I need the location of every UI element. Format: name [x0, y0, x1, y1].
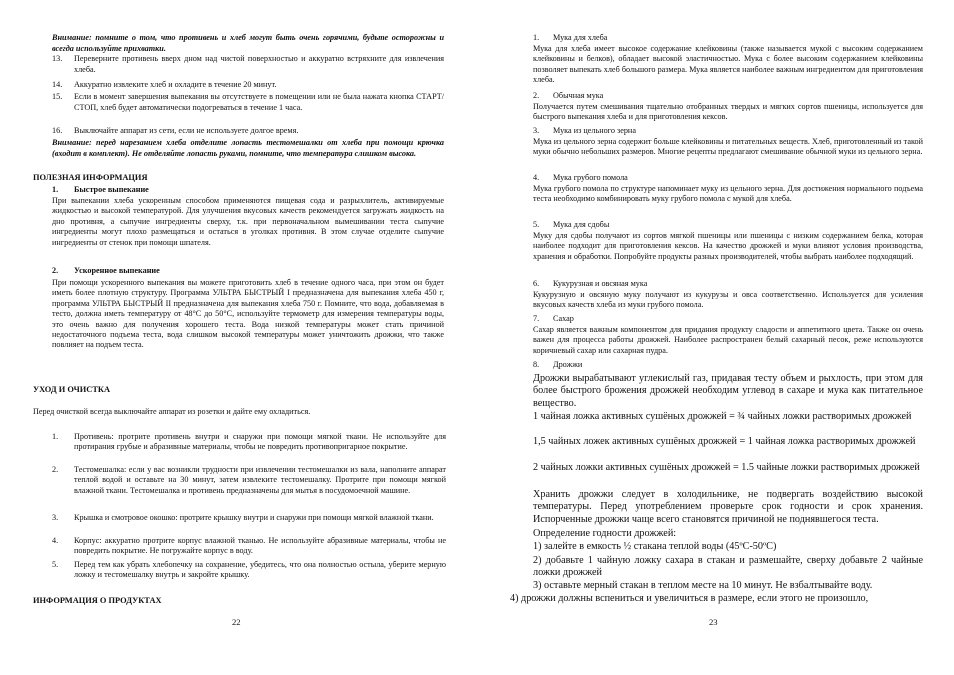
item-number: 3.	[533, 126, 540, 135]
item-title: Обычная мука	[553, 91, 604, 100]
step-number: 14.	[52, 80, 63, 89]
item-wholegrain-text: Мука из цельного зерна содержит больше клейковины и питательных веществ. Хлеб, приготовленный из такой муки обычно небольших размеров. Многие рецепты предлагают смешивание обычной муки из цельного зерна.	[533, 137, 923, 157]
item-title: Мука из цельного зерна	[553, 126, 636, 135]
yeast-equivalence-1: 1 чайная ложка активных сушёных дрожжей = ¾ чайных ложки растворимых дрожжей	[533, 411, 912, 422]
item-corn-oat-text: Кукурузную и овсяную муку получают из кукурузы и овса соответственно. Используется для усиления вкусовых качеств хлеба из муки грубого помола.	[533, 290, 923, 310]
item-bread-flour-text: Мука для хлеба имеет высокое содержание клейковины (также называется мукой с высоким содержанием клейковины и белков), обладает высокой эластичностью. Мука с более высоким содержанием клейковины позволяет выпекать хлеб большого размера. Мука является наиболее важным ингредиентом для приготовления хлеба.	[533, 44, 923, 85]
item-coarse-text: Мука грубого помола по структуре напоминает муку из цельного зерна. Для достижения нормального подъема теста необходимо комбинировать муку грубого помола с мукой для хлеба.	[533, 184, 923, 204]
step-text: Если в момент завершения выпекания вы отсутствуете в помещении или не была нажата кнопка СТАРТ/СТОП, хлеб будет автоматически подогреваться в течение 1 часа.	[74, 92, 444, 112]
step-text: Аккуратно извлеките хлеб и охладите в течение 20 минут.	[74, 80, 277, 89]
page-number: 23	[709, 617, 718, 627]
item-number: 4.	[533, 173, 540, 182]
item-text: Корпус: аккуратно протрите корпус влажной тканью. Не используйте абразивные материалы, чтобы не повредить покрытие. Не погружайте корпус в воду.	[74, 536, 446, 556]
item-title: Сахар	[553, 314, 574, 323]
item-number: 1.	[533, 33, 540, 42]
care-intro: Перед очисткой всегда выключайте аппарат из розетки и дайте ему охладиться.	[33, 407, 311, 416]
hot-warning: Внимание: помните о том, что противень и хлеб могут быть очень горячими, будьте осторожны и всегда используйте прихватки.	[52, 33, 444, 53]
item-number: 7.	[533, 314, 540, 323]
item-number: 2.	[52, 266, 59, 275]
item-number: 1.	[52, 432, 59, 441]
item-title: Мука грубого помола	[553, 173, 628, 182]
item-number: 5.	[52, 560, 59, 569]
item-number: 4.	[52, 536, 59, 545]
item-text: Тестомешалка: если у вас возникли трудности при извлечении тестомешалки из вала, наполните аппарат теплой водой и оставьте на 30 минут, затем извлеките тестомешалку. Протрите при помощи мягкой влажной ткани. Тестомешалка и противень предназначены для мытья в посудомоечной машине.	[74, 465, 446, 495]
step-number: 15.	[52, 92, 63, 101]
care-heading: УХОД И ОЧИСТКА	[33, 385, 111, 394]
step-number: 16.	[52, 126, 63, 135]
step-text: Выключайте аппарат из сети, если не используете долгое время.	[74, 126, 299, 135]
item-number: 6.	[533, 279, 540, 288]
item-pastry-text: Муку для сдобы получают из сортов мягкой пшеницы или пшеницы с низким содержанием белка, которая наиболее подходит для приготовления кексов. На качество дрожжей и муки влияют условия производства, хранения и обработки. Попробуйте продукты разных производителей, чтобы выбрать наиболее подходящий.	[533, 231, 923, 261]
item-number: 1.	[52, 185, 59, 194]
yeast-test-title: Определение годности дрожжей:	[533, 528, 677, 539]
item-title: Мука для сдобы	[553, 220, 610, 229]
item-number: 5.	[533, 220, 540, 229]
item-sugar-text: Сахар является важным компонентом для придания продукту сладости и аппетитного цвета. Также он очень важен для процесса работы дрожжей. Наиболее распространен белый сахарный песок, реже используются коричневый сахар или сахарная пудра.	[533, 325, 923, 355]
item-title: Мука для хлеба	[553, 33, 608, 42]
yeast-test-step-3: 3) оставьте мерный стакан в теплом месте на 10 минут. Не взбалтывайте воду.	[533, 580, 873, 591]
yeast-storage: Хранить дрожжи следует в холодильнике, не подвергать воздействию высокой температуры. Перед употреблением проверьте срок годности и срок хранения. Испорченные дрожжи чаще всего становятся причиной не поднявшегося теста.	[533, 489, 923, 525]
item-title: Дрожжи	[553, 360, 583, 369]
item-plain-flour-text: Получается путем смешивания тщательно отобранных твердых и мягких сортов пшеницы, используется для быстрого выпекания хлеба и для приготовления кексов.	[533, 102, 923, 122]
item-number: 2.	[533, 91, 540, 100]
yeast-test-step-2: 2) добавьте 1 чайную ложку сахара в стакан и размешайте, сверху добавьте 2 чайные ложки дрожжей	[533, 555, 923, 579]
page-number: 22	[232, 617, 241, 627]
item-title: Ускоренное выпекание	[74, 266, 160, 275]
item-text: Перед тем как убрать хлебопечку на сохранение, убедитесь, что она полностью остыла, уберите мерную ложку и тестомешалку внутрь и закройте крышку.	[74, 560, 446, 580]
useful-info-heading: ПОЛЕЗНАЯ ИНФОРМАЦИЯ	[33, 173, 148, 182]
yeast-equivalence-2: 1,5 чайных ложек активных сушёных дрожжей = 1 чайная ложка растворимых дрожжей	[533, 436, 916, 447]
item-title: Быстрое выпекание	[74, 185, 149, 194]
yeast-equivalence-3: 2 чайных ложки активных сушёных дрожжей = 1.5 чайные ложки растворимых дрожжей	[533, 462, 920, 473]
products-heading: ИНФОРМАЦИЯ О ПРОДУКТАХ	[33, 596, 162, 605]
item-number: 8.	[533, 360, 540, 369]
yeast-test-step-4: 4) дрожжи должны вспениться и увеличиться в размере, если этого не произошло,	[510, 593, 869, 604]
step-text: Переверните противень вверх дном над чистой поверхностью и аккуратно встряхните для извлечения хлеба.	[74, 54, 444, 74]
item-title: Кукурузная и овсяная мука	[553, 279, 648, 288]
blade-warning: Внимание: перед нарезанием хлеба отделите лопасть тестомешалки от хлеба при помощи крючка (входит в комплект). Не отделяйте лопасть руками, помните, что температура слишком высока.	[52, 138, 444, 158]
yeast-text: Дрожжи вырабатывают углекислый газ, придавая тесту объем и рыхлость, при этом для более быстрого брожения дрожжей необходим углевод в сахаре и мука как питательное вещество.	[533, 373, 923, 409]
item-number: 3.	[52, 513, 59, 522]
item-text: Противень: протрите противень внутри и снаружи при помощи мягкой ткани. Не используйте для протирания грубые и абразивные материалы, чтобы не повредить противопригарное покрытие.	[74, 432, 446, 452]
item-number: 2.	[52, 465, 59, 474]
accel-baking-text: При помощи ускоренного выпекания вы можете приготовить хлеб в течение одного часа, при этом он будет иметь более плотную структуру. Программа УЛЬТРА БЫСТРЫЙ I предназначена для выпекания хлеба 450 г, программа УЛЬТРА БЫСТРЫЙ II предназначена для выпекания хлеба 750 г. Помните, что вода, добавляемая в тесто, должна иметь температуру от 48°С до 50°С, используйте термометр для измерения температуры воды, это очень важно для получения хорошего теста. Вода низкой температуры может стать причиной недостаточного подъема теста, вода слишком высокой температуры может уничтожить дрожжи, что также повлияет на подъем теста.	[52, 278, 444, 350]
yeast-test-step-1: 1) залейте в емкость ½ стакана теплой воды (45ºС-50ºС)	[533, 541, 777, 552]
fast-baking-text: При выпекании хлеба ускоренным способом применяются пищевая сода и разрыхлитель, активируемые жидкостью и высокой температурой. Для улучшения вкусовых качеств рекомендуется загружать жидкость на дно противня, а сыпучие ингредиенты сверху, т.к. при первоначальном вымешивании теста сыпучие ингредиенты могут плохо размещаться и остаться в уголках противня. В этом случае отделите сыпучие ингредиенты от стенок при помощи шпателя.	[52, 196, 444, 247]
step-number: 13.	[52, 54, 63, 63]
item-text: Крышка и смотровое окошко: протрите крышку внутри и снаружи при помощи мягкой влажной ткани.	[74, 513, 434, 522]
